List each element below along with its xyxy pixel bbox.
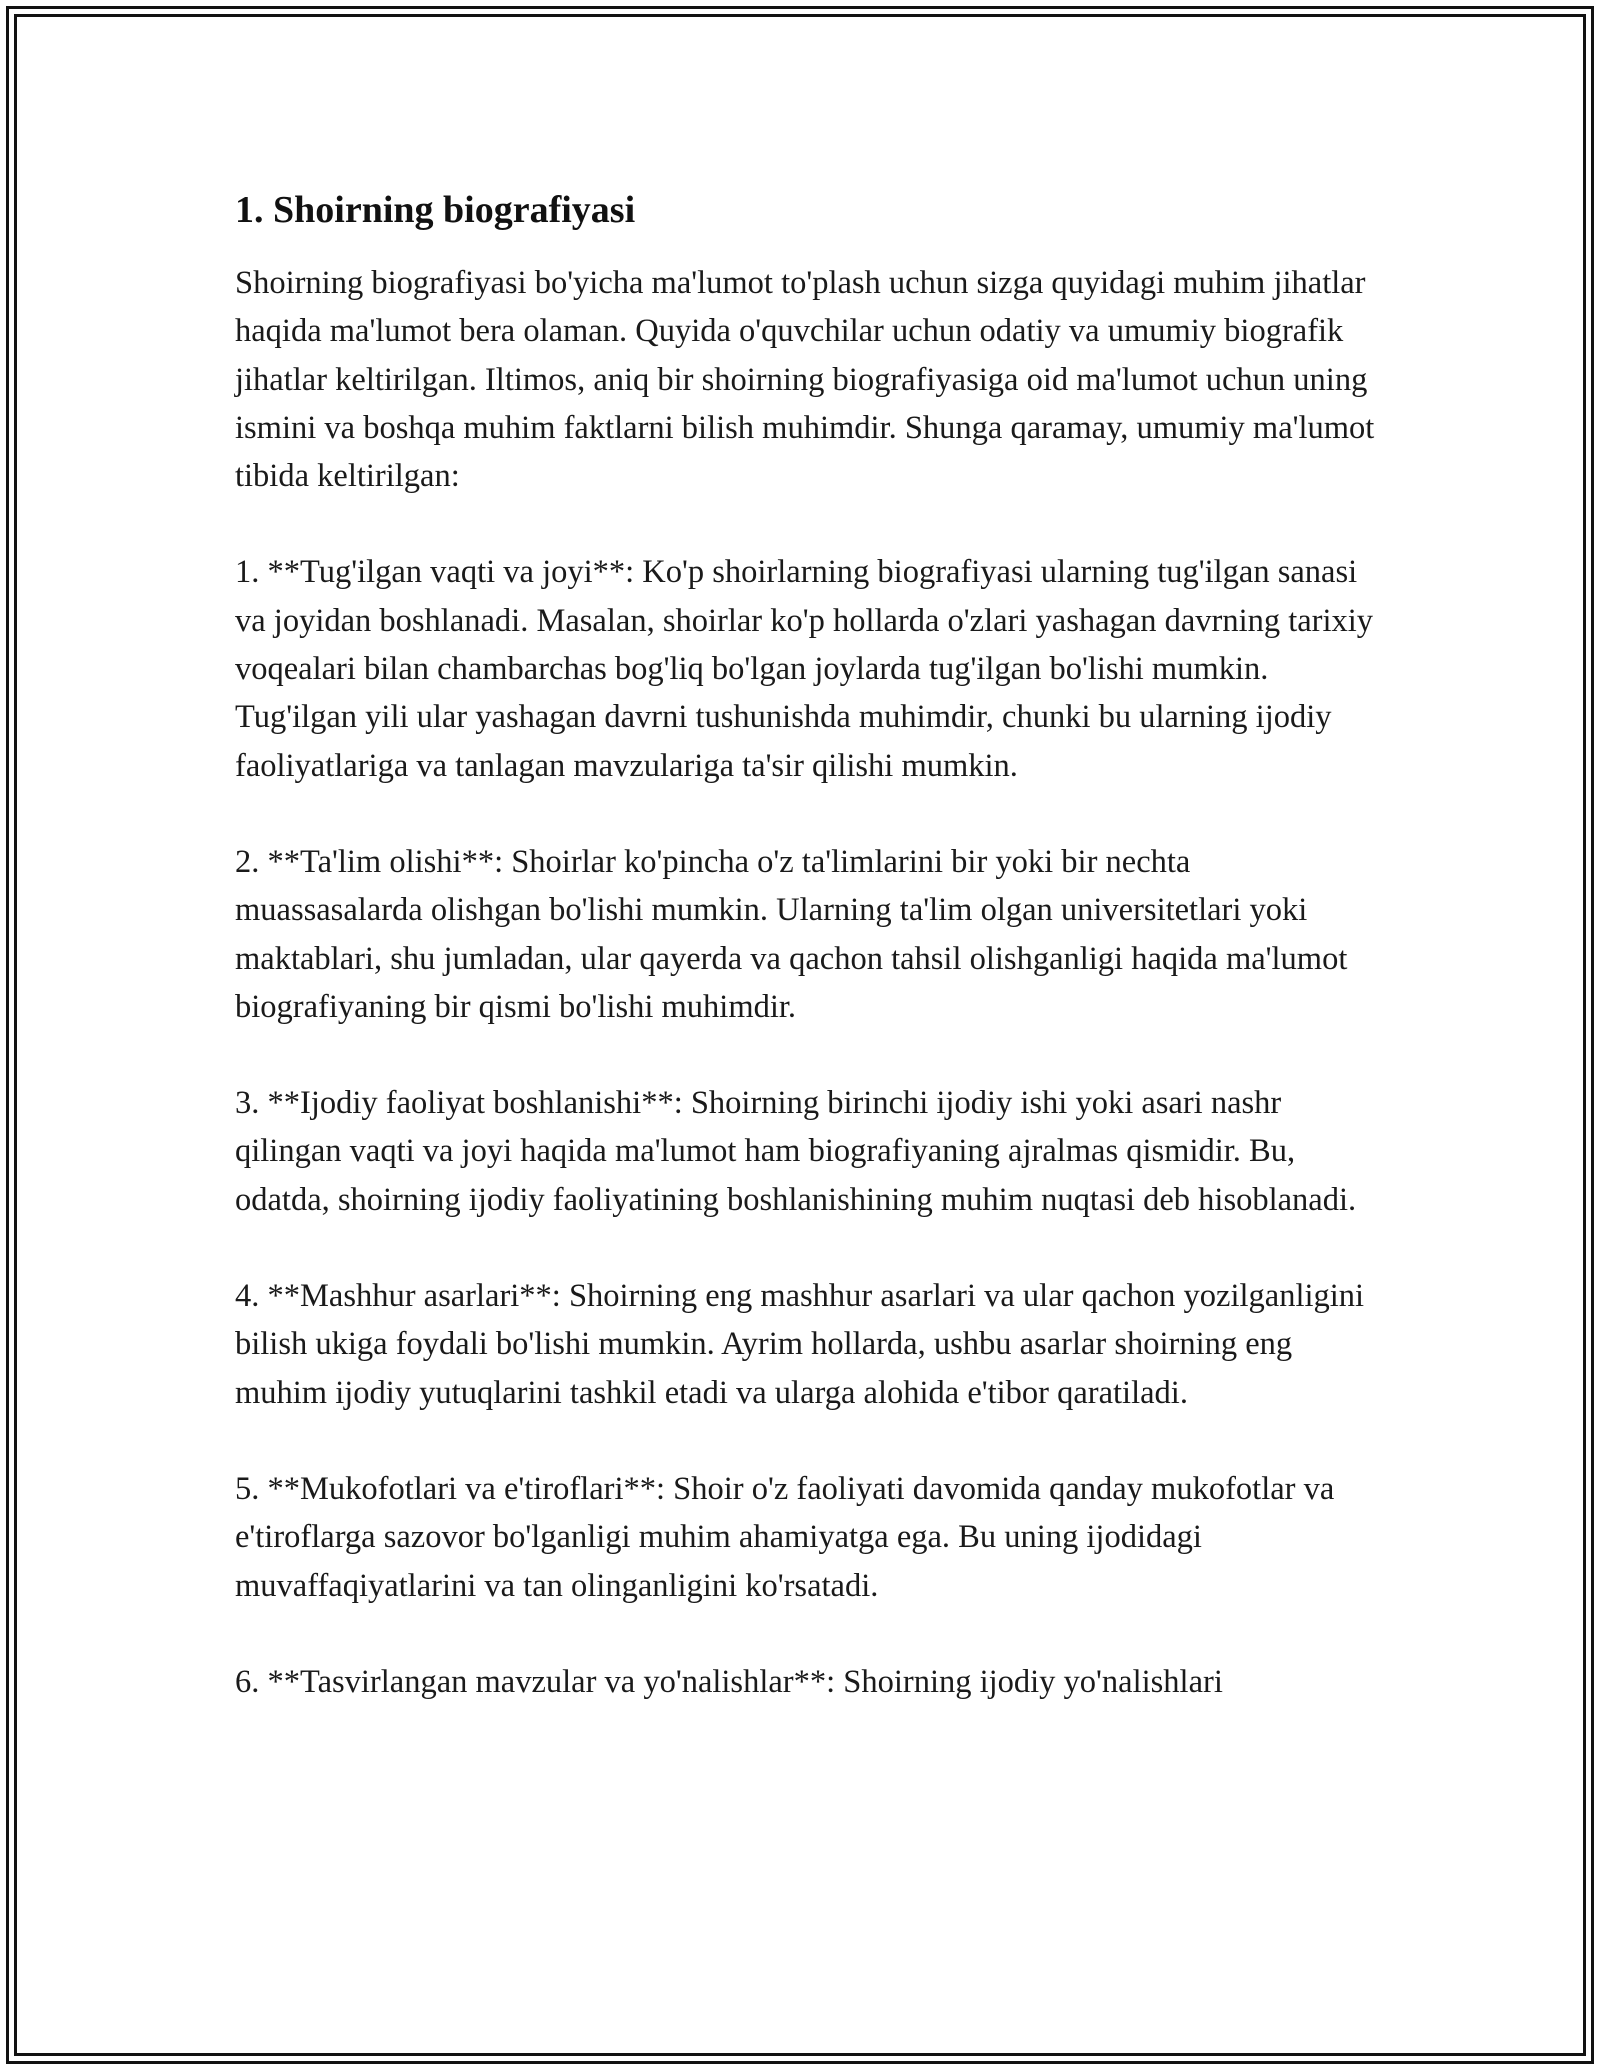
paragraph-themes: 6. **Tasvirlangan mavzular va yo'nalishlar**: Shoirning ijodiy yo'nalishlari	[235, 1663, 1223, 1700]
paragraph-famous-works: 4. **Mashhur asarlari**: Shoirning eng mashhur asarlari va ular qachon yozilganligini bilish ukiga foydali bo'lishi mumkin. Ayrim hollarda, ushbu asarlar shoirning eng muhim ijodiy yutuqlarini tashkil etadi va ularga alohida e'tibor qaratiladi.	[235, 1278, 1365, 1411]
document-body	[235, 185, 1375, 1754]
paragraph-awards: 5. **Mukofotlari va e'tiroflari**: Shoir o'z faoliyati davomida qanday mukofotlar va e'tiroflarga sazovor bo'lganligi muhim ahamiyatga ega. Bu uning ijodidagi muvaffaqiyatlarini va tan olinganligini ko'rsatadi.	[235, 1470, 1335, 1604]
intro-paragraph: Shoirning biografiyasi bo'yicha ma'lumot to'plash uchun sizga quyidagi muhim jihatlar haqida ma'lumot bera olaman. Quyida o'quvchilar uchun odatiy va umumiy biografik jihatlar keltirilgan. Iltimos, aniq bir shoirning biografiyasiga oid ma'lumot uchun uning ismini va boshqa muhim faktlarni bilish muhimdir. Shunga qaramay, umumiy ma'lumot tibida keltirilgan:	[235, 265, 1375, 495]
paragraph-education: 2. **Ta'lim olishi**: Shoirlar ko'pincha o'z ta'limlarini bir yoki bir nechta muassasalarda olishgan bo'lishi mumkin. Ularning ta'lim olgan universitetlari yoki maktablari, shu jumladan, ular qayerda va qachon tahsil olishganligi haqida ma'lumot biografiyaning bir qismi bo'lishi muhimdir.	[235, 843, 1348, 1025]
paragraph-birth: 1. **Tug'ilgan vaqti va joyi**: Ko'p shoirlarning biografiyasi ularning tug'ilgan sanasi va joyidan boshlanadi. Masalan, shoirlar ko'p hollarda o'zlari yashagan davrning tarixiy voqealari bilan chambarchas bog'liq bo'lgan joylarda tug'ilgan bo'lishi mumkin. Tug'ilgan yili ular yashagan davrni tushunishda muhimdir, chunki bu ularning ijodiy faoliyatlariga va tanlagan mavzulariga ta'sir qilishi mumkin.	[235, 554, 1374, 784]
paragraph-creative-start: 3. **Ijodiy faoliyat boshlanishi**: Shoirning birinchi ijodiy ishi yoki asari nashr qilingan vaqti va joyi haqida ma'lumot ham biografiyaning ajralmas qismidir. Bu, odatda, shoirning ijodiy faoliyatining boshlanishining muhim nuqtasi deb hisoblanadi.	[235, 1085, 1357, 1218]
section-heading: 1. Shoirning biografiyasi	[235, 189, 636, 231]
